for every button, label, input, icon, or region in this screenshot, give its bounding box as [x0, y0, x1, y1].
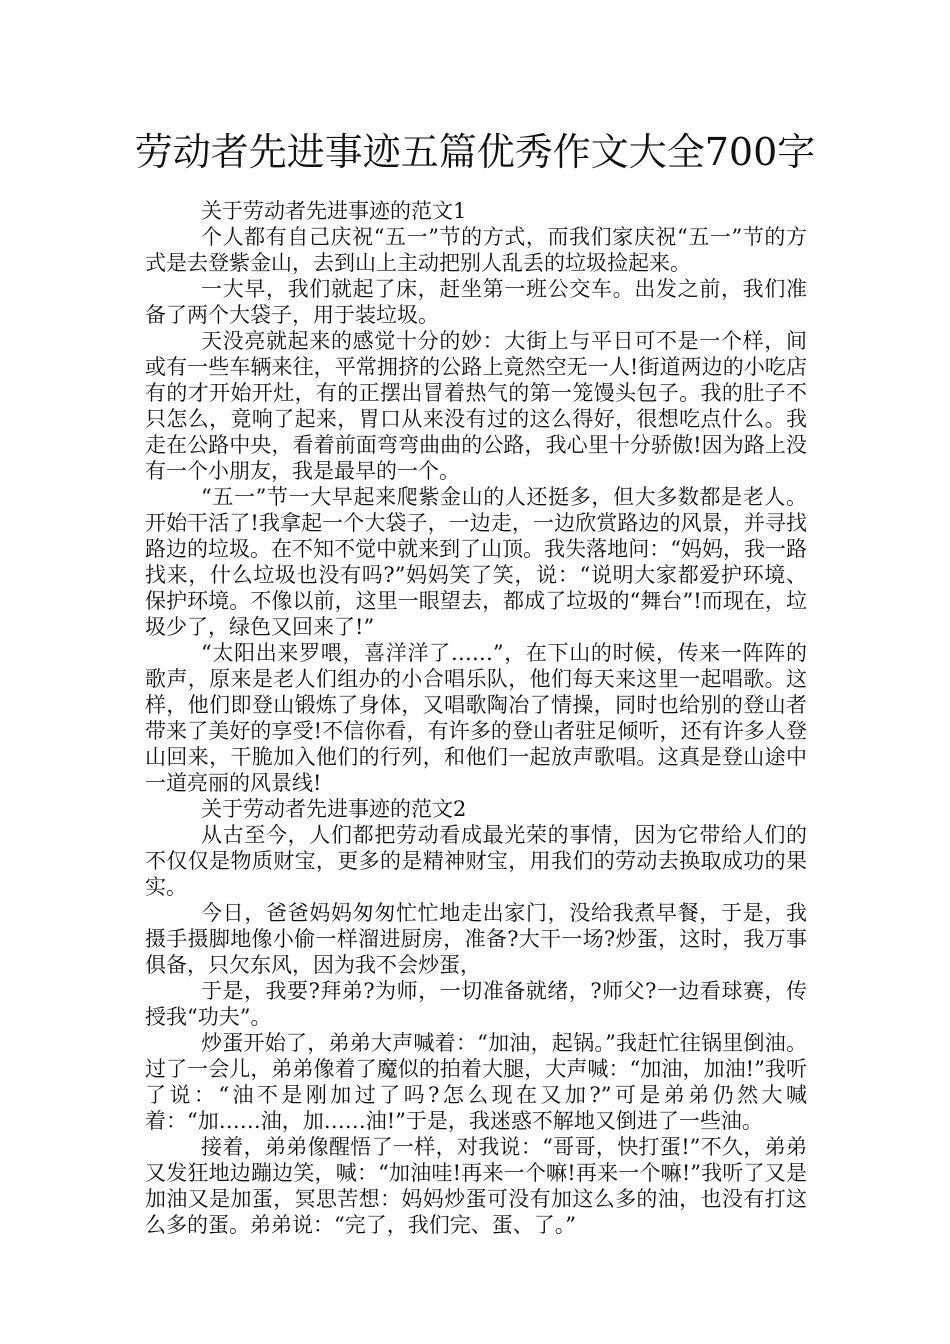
- paragraph: 今日，爸爸妈妈匆匆忙忙地走出家门，没给我煮早餐，于是，我摄手摄脚地像小偷一样溜进厨房，准备?大干一场?炒蛋，这时，我万事俱备，只欠东风，因为我不会炒蛋，: [145, 901, 807, 977]
- paragraph: 从古至今，人们都把劳动看成最光荣的事情，因为它带给人们的不仅仅是物质财宝，更多的是精神财宝，用我们的劳动去换取成功的果实。: [145, 823, 807, 899]
- document-title: 劳动者先进事迹五篇优秀作文大全700字: [134, 130, 816, 174]
- paragraph: 于是，我要?拜弟?为师，一切准备就绪，?师父?一边看球赛，传授我“功夫”。: [145, 979, 807, 1029]
- section-heading-1: 关于劳动者先进事迹的范文1: [201, 199, 467, 223]
- paragraph: “五一”节一大早起来爬紫金山的人还挺多，但大多数都是老人。开始干活了!我拿起一个大袋子，一边走，一边欣赏路边的风景，并寻找路边的垃圾。在不知不觉中就来到了山顶。我失落地问：“妈妈，我一路找来，什么垃圾也没有吗?”妈妈笑了笑，说：“说明大家都爱护环境、保护环境。不像以前，这里一眼望去，都成了垃圾的“舞台”!而现在，垃圾少了，绿色又回来了!”: [145, 485, 807, 639]
- paragraph: 炒蛋开始了，弟弟大声喊着：“加油，起锅。”我赶忙往锅里倒油。过了一会儿，弟弟像着了魔似的拍着大腿，大声喊：“加油，加油!”我听了说：“油不是刚加过了吗?怎么现在又加?”可是弟弟仍然大喊着：“加……油，加……油!”于是，我迷惑不解地又倒进了一些油。: [145, 1031, 807, 1133]
- paragraph: 天没亮就起来的感觉十分的妙：大街上与平日可不是一个样，间或有一些车辆来往，平常拥挤的公路上竟然空无一人!街道两边的小吃店有的才开始开灶，有的正摆出冒着热气的第一笼馒头包子。我的肚子不只怎么，竟响了起来，胃口从来没有过的这么得好，很想吃点什么。我走在公路中央，看着前面弯弯曲曲的公路，我心里十分骄傲!因为路上没有一个小朋友，我是最早的一个。: [145, 329, 807, 483]
- paragraph: 一大早，我们就起了床，赶坐第一班公交车。出发之前，我们准备了两个大袋子，用于装垃圾。: [145, 277, 807, 327]
- paragraph: “太阳出来罗喂，喜洋洋了……”，在下山的时候，传来一阵阵的歌声，原来是老人们组办的小合唱乐队，他们每天来这里一起唱歌。这样，他们即登山锻炼了身体，又唱歌陶冶了情操，同时也给别的登山者带来了美好的享受!不信你看，有许多的登山者驻足倾听，还有许多人登山回来，干脆加入他们的行列，和他们一起放声歌唱。这真是登山途中一道亮丽的风景线!: [145, 641, 807, 795]
- paragraph: 个人都有自己庆祝“五一”节的方式，而我们家庆祝“五一”节的方式是去登紫金山，去到山上主动把别人乱丢的垃圾捡起来。: [145, 225, 807, 275]
- paragraph: 接着，弟弟像醒悟了一样，对我说：“哥哥，快打蛋!”不久，弟弟又发狂地边蹦边笑，喊：“加油哇!再来一个嘛!再来一个嘛!”我听了又是加油又是加蛋，冥思苦想：妈妈炒蛋可没有加这么多的油，也没有打这么多的蛋。弟弟说：“完了，我们完、蛋、了。”: [145, 1135, 807, 1237]
- document-body: [145, 198, 807, 1238]
- section-heading-2: 关于劳动者先进事迹的范文2: [201, 797, 467, 821]
